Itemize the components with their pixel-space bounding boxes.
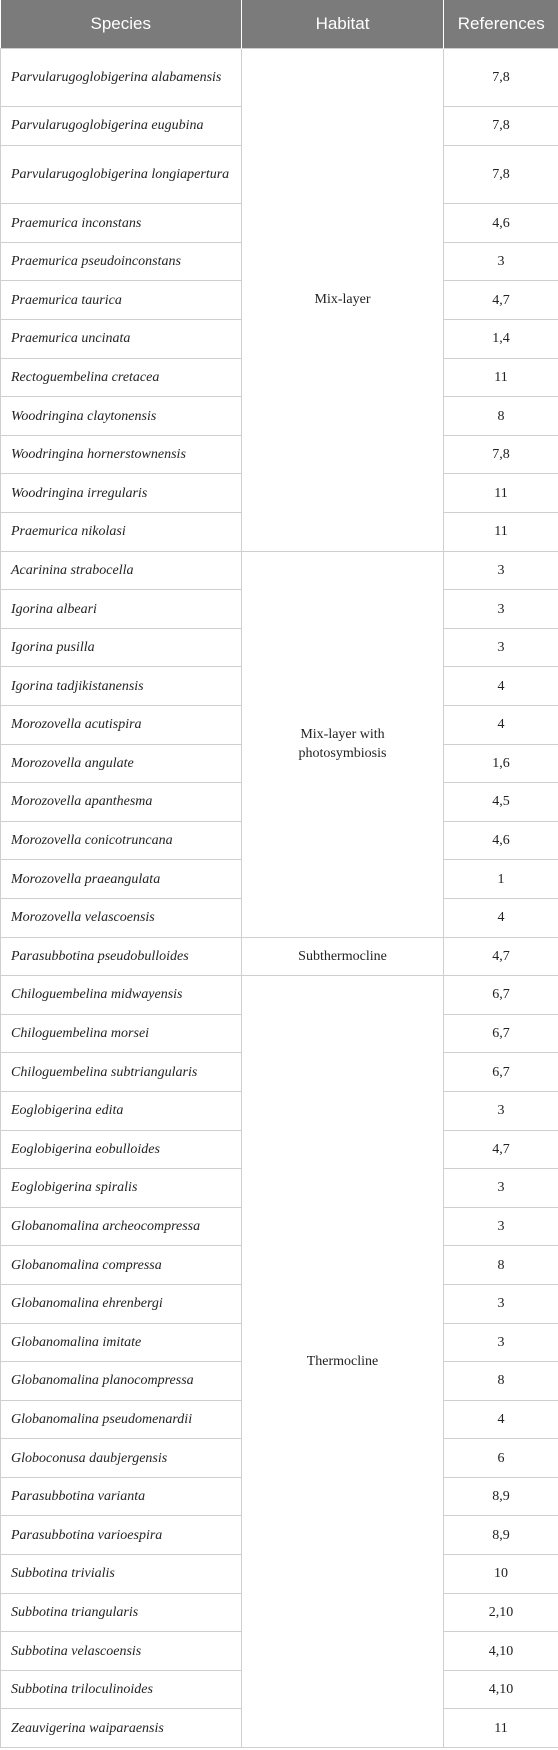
species-cell: Eoglobigerina eobulloides <box>1 1130 242 1169</box>
species-cell: Eoglobigerina edita <box>1 1091 242 1130</box>
header-row <box>1 0 558 48</box>
species-cell: Morozovella velascoensis <box>1 898 242 937</box>
reference-cell: 6 <box>444 1439 558 1478</box>
reference-cell: 4 <box>444 667 558 706</box>
reference-cell: 1,4 <box>444 320 558 359</box>
reference-cell: 8,9 <box>444 1477 558 1516</box>
habitat-cell-subthermocline: Subthermocline <box>242 937 444 976</box>
species-cell: Woodringina claytonensis <box>1 397 242 436</box>
reference-cell: 2,10 <box>444 1593 558 1632</box>
habitat-cell-mix-layer: Mix-layer <box>242 48 444 551</box>
reference-cell: 3 <box>444 628 558 667</box>
reference-cell: 7,8 <box>444 107 558 146</box>
reference-cell: 11 <box>444 1709 558 1748</box>
species-cell: Praemurica nikolasi <box>1 513 242 552</box>
species-cell: Globanomalina planocompressa <box>1 1362 242 1401</box>
species-cell: Eoglobigerina spiralis <box>1 1169 242 1208</box>
reference-cell: 8 <box>444 1246 558 1285</box>
species-cell: Morozovella conicotruncana <box>1 821 242 860</box>
species-cell: Chiloguembelina morsei <box>1 1014 242 1053</box>
species-cell: Praemurica pseudoinconstans <box>1 242 242 281</box>
species-cell: Morozovella angulate <box>1 744 242 783</box>
species-cell: Globoconusa daubjergensis <box>1 1439 242 1478</box>
species-cell: Globanomalina compressa <box>1 1246 242 1285</box>
reference-cell: 3 <box>444 1169 558 1208</box>
habitat-cell-photosymbiosis: Mix-layer with photosymbiosis <box>242 551 444 937</box>
species-cell: Parvularugoglobigerina eugubina <box>1 107 242 146</box>
species-cell: Morozovella apanthesma <box>1 783 242 822</box>
species-cell: Parvularugoglobigerina longiapertura <box>1 145 242 204</box>
reference-cell: 1 <box>444 860 558 899</box>
reference-cell: 7,8 <box>444 48 558 107</box>
reference-cell: 4,7 <box>444 281 558 320</box>
table-row <box>1 551 558 590</box>
species-cell: Parasubbotina varioespira <box>1 1516 242 1555</box>
table-row <box>1 48 558 107</box>
reference-cell: 11 <box>444 513 558 552</box>
reference-cell: 4 <box>444 1400 558 1439</box>
reference-cell: 1,6 <box>444 744 558 783</box>
reference-cell: 8 <box>444 1362 558 1401</box>
header-references: References <box>444 0 558 48</box>
species-cell: Subbotina triloculinoides <box>1 1670 242 1709</box>
reference-cell: 8,9 <box>444 1516 558 1555</box>
species-cell: Woodringina hornerstownensis <box>1 435 242 474</box>
reference-cell: 7,8 <box>444 435 558 474</box>
species-cell: Subbotina trivialis <box>1 1555 242 1594</box>
species-cell: Acarinina strabocella <box>1 551 242 590</box>
species-cell: Globanomalina ehrenbergi <box>1 1284 242 1323</box>
species-cell: Globanomalina pseudomenardii <box>1 1400 242 1439</box>
reference-cell: 3 <box>444 242 558 281</box>
reference-cell: 3 <box>444 1323 558 1362</box>
reference-cell: 6,7 <box>444 1014 558 1053</box>
species-cell: Globanomalina imitate <box>1 1323 242 1362</box>
reference-cell: 4,6 <box>444 204 558 243</box>
species-cell: Subbotina triangularis <box>1 1593 242 1632</box>
reference-cell: 11 <box>444 474 558 513</box>
reference-cell: 4 <box>444 898 558 937</box>
reference-cell: 6,7 <box>444 976 558 1015</box>
species-cell: Woodringina irregularis <box>1 474 242 513</box>
reference-cell: 4,7 <box>444 937 558 976</box>
species-cell: Parasubbotina pseudobulloides <box>1 937 242 976</box>
reference-cell: 6,7 <box>444 1053 558 1092</box>
species-cell: Chiloguembelina midwayensis <box>1 976 242 1015</box>
species-cell: Igorina tadjikistanensis <box>1 667 242 706</box>
reference-cell: 4,6 <box>444 821 558 860</box>
reference-cell: 8 <box>444 397 558 436</box>
species-cell: Praemurica inconstans <box>1 204 242 243</box>
species-cell: Igorina pusilla <box>1 628 242 667</box>
reference-cell: 4,7 <box>444 1130 558 1169</box>
species-cell: Rectoguembelina cretacea <box>1 358 242 397</box>
species-cell: Globanomalina archeocompressa <box>1 1207 242 1246</box>
reference-cell: 4,5 <box>444 783 558 822</box>
species-cell: Praemurica taurica <box>1 281 242 320</box>
species-cell: Praemurica uncinata <box>1 320 242 359</box>
header-habitat: Habitat <box>242 0 444 48</box>
table-row <box>1 937 558 976</box>
reference-cell: 3 <box>444 1091 558 1130</box>
reference-cell: 3 <box>444 590 558 629</box>
reference-cell: 4,10 <box>444 1670 558 1709</box>
habitat-cell-thermocline: Thermocline <box>242 976 444 1748</box>
species-cell: Chiloguembelina subtriangularis <box>1 1053 242 1092</box>
reference-cell: 7,8 <box>444 145 558 204</box>
species-cell: Zeauvigerina waiparaensis <box>1 1709 242 1748</box>
species-cell: Subbotina velascoensis <box>1 1632 242 1671</box>
reference-cell: 3 <box>444 1207 558 1246</box>
header-species: Species <box>1 0 242 48</box>
species-cell: Morozovella praeangulata <box>1 860 242 899</box>
species-cell: Parasubbotina varianta <box>1 1477 242 1516</box>
reference-cell: 4,10 <box>444 1632 558 1671</box>
reference-cell: 10 <box>444 1555 558 1594</box>
species-cell: Morozovella acutispira <box>1 706 242 745</box>
table-row <box>1 976 558 1015</box>
reference-cell: 3 <box>444 551 558 590</box>
species-cell: Igorina albeari <box>1 590 242 629</box>
species-cell: Parvularugoglobigerina alabamensis <box>1 48 242 107</box>
reference-cell: 3 <box>444 1284 558 1323</box>
reference-cell: 4 <box>444 706 558 745</box>
reference-cell: 11 <box>444 358 558 397</box>
